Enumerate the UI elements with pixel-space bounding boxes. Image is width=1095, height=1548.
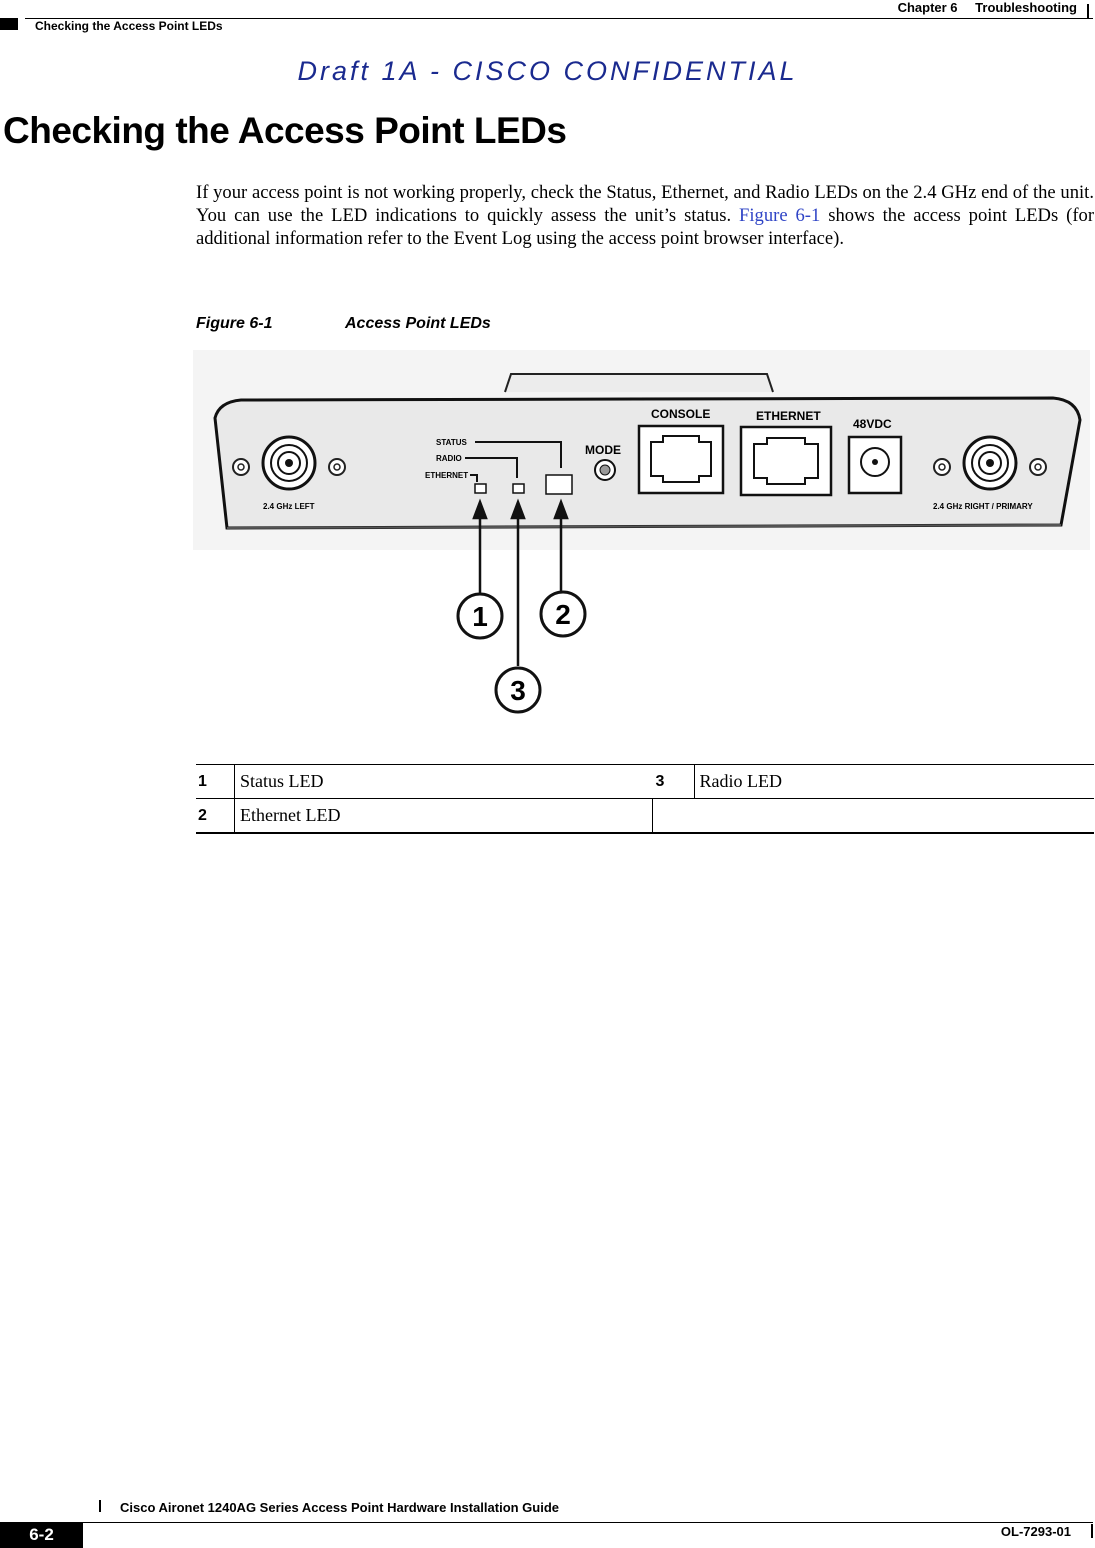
legend-description: Radio LED — [694, 765, 1094, 799]
legend-number: 1 — [196, 765, 235, 799]
footer-tick-right — [1091, 1524, 1093, 1538]
ethernet-port-label: ETHERNET — [756, 409, 821, 423]
legend-description — [694, 799, 1094, 834]
running-header-section: Checking the Access Point LEDs — [35, 19, 223, 33]
access-point-diagram — [193, 350, 1090, 730]
status-label: STATUS — [436, 438, 467, 447]
callout-2 — [541, 592, 585, 636]
intro-paragraph — [196, 181, 1094, 250]
callout-1 — [458, 594, 502, 638]
header-marker — [0, 18, 18, 30]
legend-number — [653, 799, 695, 834]
header-rule-tick — [1087, 4, 1089, 18]
power-label: 48VDC — [853, 417, 892, 431]
mounting-tab — [505, 374, 773, 392]
document-number: OL-7293-01 — [1000, 1524, 1071, 1539]
chapter-label: Chapter 6 — [897, 0, 958, 15]
mode-button — [595, 460, 615, 480]
footer-guide-title: Cisco Aironet 1240AG Series Access Point Hardware Installation Guide — [120, 1500, 560, 1515]
legend-number: 3 — [653, 765, 695, 799]
figure-link[interactable]: Figure 6-1 — [739, 205, 821, 226]
callout-2-number: 2 — [555, 599, 571, 630]
footer-rule — [0, 1522, 1093, 1523]
page-title: Checking the Access Point LEDs — [3, 110, 567, 151]
ethernet-port — [741, 427, 831, 495]
draft-notice: Draft 1A - CISCO CONFIDENTIAL — [297, 56, 798, 86]
running-header-chapter — [884, 0, 1077, 15]
callout-1-number: 1 — [472, 601, 488, 632]
console-label: CONSOLE — [651, 407, 711, 421]
radio-label: RADIO — [436, 454, 462, 463]
footer-tick — [99, 1500, 101, 1512]
ethernet-led — [475, 484, 486, 493]
table-row — [196, 799, 1094, 834]
intro-text-2: shows the access point LEDs (for additional information refer to the Event Log using the access point browser interface). — [196, 205, 1095, 249]
figure-number: Figure 6-1 — [196, 315, 273, 332]
callout-3 — [496, 668, 540, 712]
left-antenna-label: 2.4 GHz LEFT — [263, 502, 315, 511]
legend-description: Ethernet LED — [235, 799, 653, 834]
chapter-title: Troubleshooting — [975, 0, 1077, 15]
figure-caption — [196, 315, 491, 333]
mode-label: MODE — [585, 443, 621, 457]
power-jack — [849, 437, 901, 493]
intro-text-1: If your access point is not working properly, check the Status, Ethernet, and Radio LEDs on the 2.4 GHz end of the unit. You can use the LED indications to quickly assess the unit’s status. — [196, 182, 1094, 226]
right-antenna-label: 2.4 GHz RIGHT / PRIMARY — [933, 502, 1033, 511]
ethernet-led-label: ETHERNET — [425, 471, 469, 480]
figure-title: Access Point LEDs — [345, 315, 491, 332]
legend-number: 2 — [196, 799, 235, 834]
callout-3-number: 3 — [510, 675, 526, 706]
legend-description: Status LED — [235, 765, 653, 799]
figure-legend-table — [196, 764, 1094, 834]
radio-led — [513, 484, 524, 493]
console-port — [639, 426, 723, 493]
page-number: 6-2 — [0, 1522, 83, 1548]
status-led — [546, 475, 572, 494]
table-row — [196, 765, 1094, 799]
